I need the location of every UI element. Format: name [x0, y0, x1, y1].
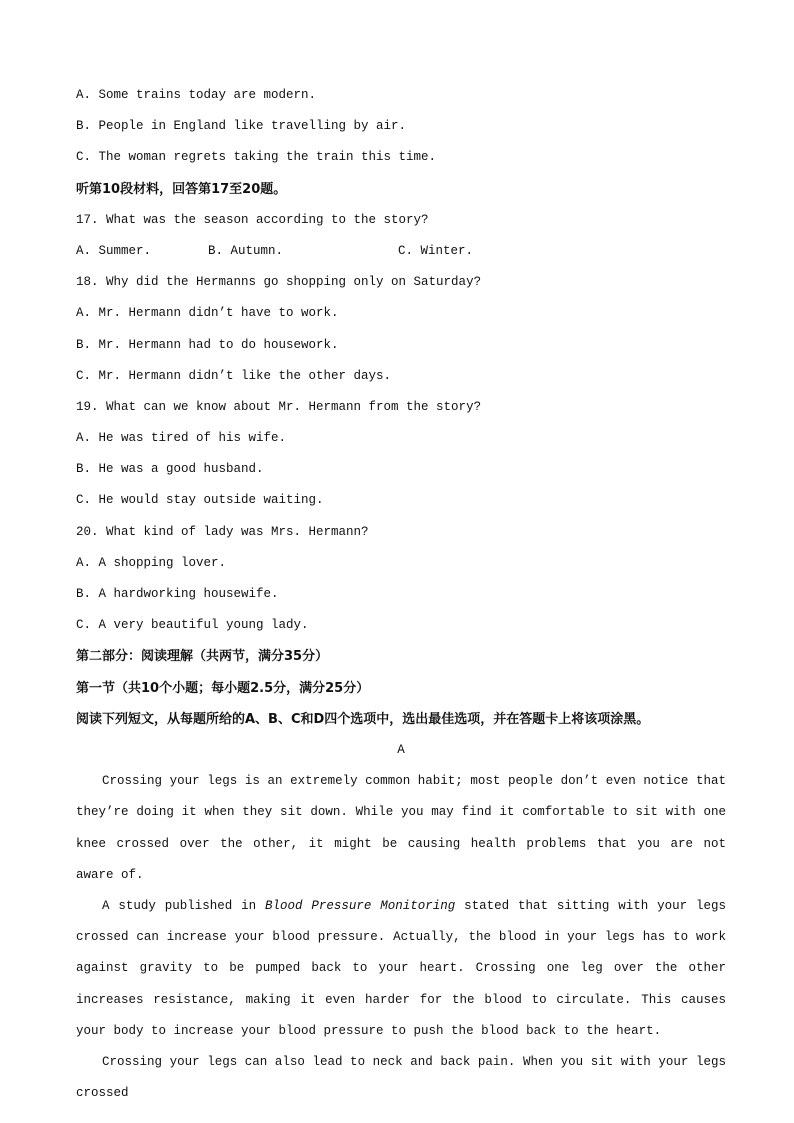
q16-option-a: A. Some trains today are modern. — [76, 88, 317, 102]
q18-option-c: C. Mr. Hermann didn’t like the other days. — [76, 368, 392, 383]
section1-heading: 第一节（共10个小题；每小题2.5分，满分25分） — [76, 680, 370, 696]
q20-option-a: A. A shopping lover. — [76, 555, 227, 570]
section10-heading: 听第10段材料，回答第17至20题。 — [76, 181, 287, 197]
q19-option-c: C. He would stay outside waiting. — [76, 493, 324, 508]
part2-heading: 第二部分：阅读理解（共两节，满分35分） — [76, 649, 329, 665]
q17-option-c: C. Winter. — [398, 243, 474, 258]
paragraph-2-rest: stated that sitting with your legs crossed can increase your blood pressure. Actually, the blood in your legs has to work against gravity to be pumped back to your heart. Crossing one leg over the other increases resistance, making it even harder for the blood to circulate. This causes your body to increase your blood pressure to push the blood back to the heart. — [76, 898, 727, 1038]
q20-option-c: C. A very beautiful young lady. — [76, 618, 309, 633]
q19-option-a: A. He was tired of his wife. — [76, 431, 287, 446]
q17-question: 17. What was the season according to the story? — [76, 212, 429, 227]
q18-question: 18. Why did the Hermanns go shopping only on Saturday? — [76, 275, 482, 290]
paragraph-2-start: A study published in — [102, 898, 265, 913]
q17-option-b: B. Autumn. — [208, 243, 284, 258]
q17-option-a: A. Summer. — [76, 243, 152, 258]
q18-option-a: A. Mr. Hermann didn’t have to work. — [76, 306, 339, 321]
journal-title: Blood Pressure Monitoring — [265, 898, 456, 913]
reading-instructions: 阅读下列短文，从每题所给的A、B、C和D四个选项中，选出最佳选项，并在答题卡上将该项涂黑。 — [76, 711, 650, 727]
paragraph-3: Crossing your legs can also lead to neck and back pain. When you sit with your legs crossed — [76, 1054, 726, 1101]
q20-question: 20. What kind of lady was Mrs. Hermann? — [76, 524, 369, 539]
q18-option-b: B. Mr. Hermann had to do housework. — [76, 337, 339, 352]
q20-option-b: B. A hardworking housewife. — [76, 587, 279, 601]
passage-label: A — [397, 742, 405, 757]
q16-option-c: C. The woman regrets taking the train this time. — [76, 150, 437, 165]
document-page — [76, 80, 726, 1109]
q16-option-b: B. People in England like travelling by air. — [76, 119, 407, 134]
paragraph-1: Crossing your legs is an extremely common habit; most people don’t even notice that they’re doing it when they sit down. While you may find it comfortable to sit with one knee crossed over the other, it might be causing health problems that you are not aware of. — [76, 774, 726, 882]
paragraph-2 — [76, 891, 726, 1047]
q19-option-b: B. He was a good husband. — [76, 462, 264, 477]
q19-question: 19. What can we know about Mr. Hermann from the story? — [76, 399, 482, 414]
q17-options — [76, 236, 726, 267]
